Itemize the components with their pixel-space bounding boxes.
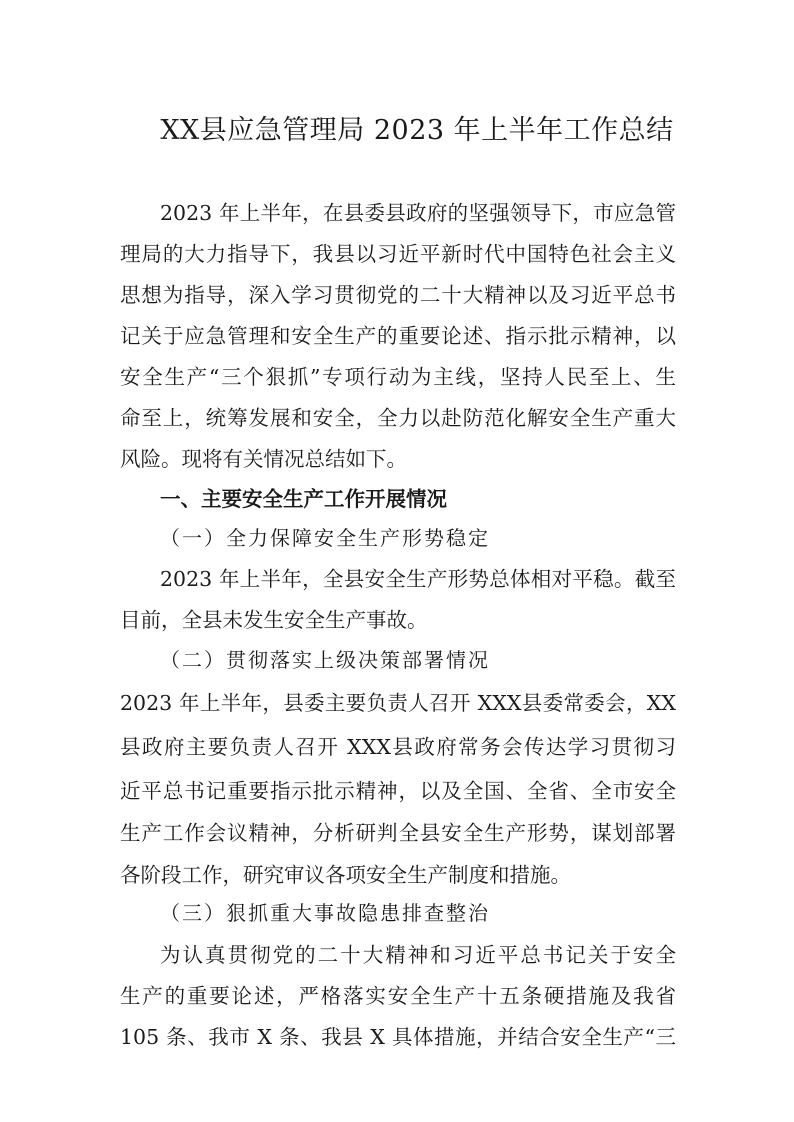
body-line: 为认真贯彻党的二十大精神和习近平总书记关于安全 — [160, 943, 676, 967]
body-line: 生产工作会议精神，分析研判全县安全生产形势，谋划部署 — [120, 821, 676, 845]
body-line: 近平总书记重要指示批示精神，以及全国、全省、全市安全 — [120, 779, 676, 803]
body-line: 目前，全县未发生安全生产事故。 — [120, 608, 428, 632]
document-title: XX县应急管理局 2023 年上半年工作总结 — [160, 115, 674, 146]
body-line: 105 条、我市 X 条、我县 X 具体措施，并结合安全生产“三 — [120, 1025, 676, 1049]
body-line: 县政府主要负责人召开 XXX县政府常务会传达学习贯彻习 — [120, 735, 676, 759]
intro-line: 2023 年上半年，在县委县政府的坚强领导下，市应急管 — [160, 201, 676, 225]
body-line: 生产的重要论述，严格落实安全生产十五条硬措施及我省 — [120, 984, 676, 1008]
subsection-heading: （一）全力保障安全生产形势稳定 — [160, 526, 490, 550]
intro-line: 理局的大力指导下，我县以习近平新时代中国特色社会主义 — [120, 242, 676, 266]
intro-line: 命至上，统筹发展和安全，全力以赴防范化解安全生产重大 — [120, 406, 676, 430]
subsection-heading: （二）贯彻落实上级决策部署情况 — [160, 648, 490, 672]
body-line: 2023 年上半年，全县安全生产形势总体相对平稳。截至 — [160, 567, 676, 591]
intro-line: 思想为指导，深入学习贯彻党的二十大精神以及习近平总书 — [120, 283, 676, 307]
body-line: 2023 年上半年，县委主要负责人召开 XXX县委常委会，XX — [120, 691, 676, 715]
subsection-heading: （三）狠抓重大事故隐患排查整治 — [160, 901, 490, 925]
intro-line: 风险。现将有关情况总结如下。 — [120, 447, 407, 471]
section-heading: 一、主要安全生产工作开展情况 — [160, 487, 447, 511]
intro-line: 记关于应急管理和安全生产的重要论述、指示批示精神，以 — [120, 324, 676, 348]
intro-line: 安全生产“三个狠抓”专项行动为主线，坚持人民至上、生 — [120, 365, 676, 389]
body-line: 各阶段工作，研究审议各项安全生产制度和措施。 — [120, 863, 571, 887]
